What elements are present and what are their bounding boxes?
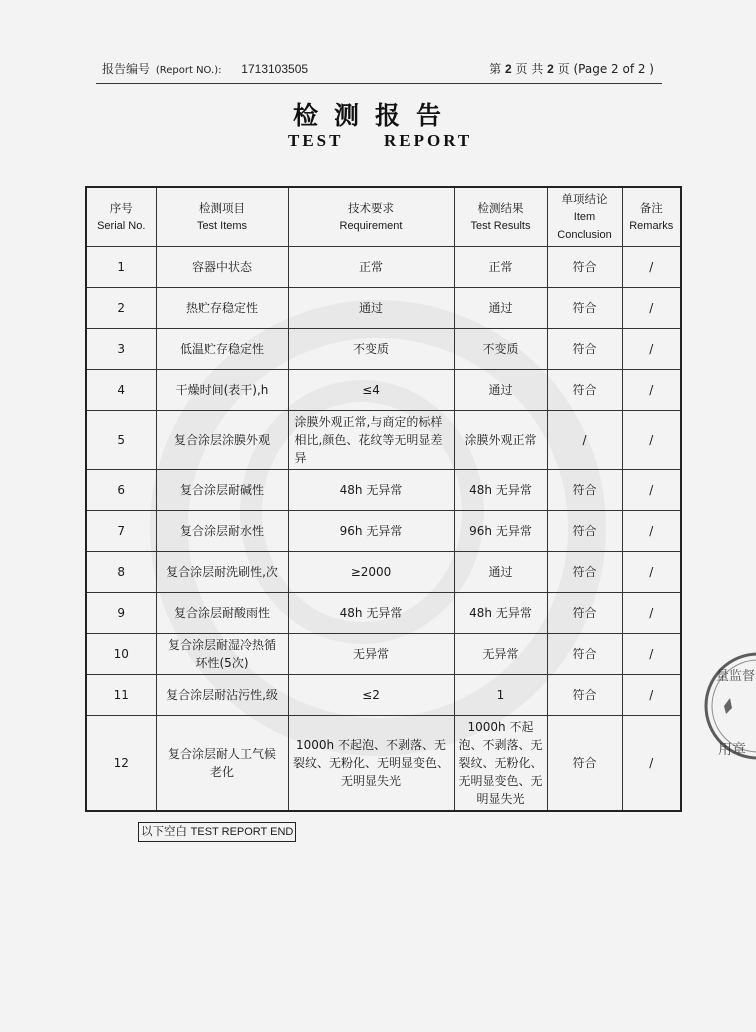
- page-prefix: 第: [489, 62, 502, 76]
- cell-conclusion: 符合: [547, 552, 622, 593]
- title-en-word-report: REPORT: [384, 131, 473, 150]
- header-serial-no: 序号 Serial No.: [86, 187, 156, 247]
- table-header-row: [86, 187, 681, 247]
- cell-conclusion: 符合: [547, 593, 622, 634]
- cell-test-item: 复合涂层耐湿冷热循环性(5次): [156, 634, 288, 675]
- cell-test-item: 复合涂层耐酸雨性: [156, 593, 288, 634]
- end-note-cn: 以下空白: [141, 824, 187, 838]
- cell-conclusion: 符合: [547, 370, 622, 411]
- header-remarks: 备注 Remarks: [622, 187, 681, 247]
- cell-requirement: 48h 无异常: [288, 593, 454, 634]
- table-row: [86, 716, 681, 812]
- cell-test-item: 容器中状态: [156, 247, 288, 288]
- header-test-results: 检测结果 Test Results: [454, 187, 547, 247]
- cell-remark: /: [622, 552, 681, 593]
- cell-test-item: 热贮存稳定性: [156, 288, 288, 329]
- cell-serial-no: 10: [86, 634, 156, 675]
- report-number-value: 1713103505: [241, 62, 309, 76]
- cell-remark: /: [622, 411, 681, 470]
- cell-requirement: 正常: [288, 247, 454, 288]
- page-mid2: 页: [557, 62, 570, 76]
- table-row: [86, 247, 681, 288]
- cell-result: 涂膜外观正常: [454, 411, 547, 470]
- cell-serial-no: 1: [86, 247, 156, 288]
- cell-conclusion: 符合: [547, 675, 622, 716]
- cell-remark: /: [622, 370, 681, 411]
- table-row: [86, 411, 681, 470]
- cell-requirement: ≥2000: [288, 552, 454, 593]
- cell-result: 96h 无异常: [454, 511, 547, 552]
- report-number-label-cn: 报告编号: [102, 62, 151, 76]
- cell-serial-no: 4: [86, 370, 156, 411]
- header-item-conclusion: 单项结论 Item Conclusion: [547, 187, 622, 247]
- header-test-items: 检测项目 Test Items: [156, 187, 288, 247]
- cell-serial-no: 2: [86, 288, 156, 329]
- cell-test-item: 干燥时间(表干),h: [156, 370, 288, 411]
- cell-requirement: 不变质: [288, 329, 454, 370]
- cell-serial-no: 9: [86, 593, 156, 634]
- cell-conclusion: 符合: [547, 329, 622, 370]
- header-requirement: 技术要求 Requirement: [288, 187, 454, 247]
- cell-conclusion: 符合: [547, 288, 622, 329]
- cell-result: 通过: [454, 370, 547, 411]
- cell-remark: /: [622, 288, 681, 329]
- cell-result: 48h 无异常: [454, 470, 547, 511]
- cell-result: 正常: [454, 247, 547, 288]
- cell-serial-no: 6: [86, 470, 156, 511]
- cell-requirement: 1000h 不起泡、不剥落、无裂纹、无粉化、无明显变色、无明显失光: [288, 716, 454, 812]
- table-row: [86, 593, 681, 634]
- cell-result: 通过: [454, 552, 547, 593]
- cell-test-item: 复合涂层涂膜外观: [156, 411, 288, 470]
- cell-test-item: 复合涂层耐碱性: [156, 470, 288, 511]
- cell-test-item: 复合涂层耐洗刷性,次: [156, 552, 288, 593]
- cell-conclusion: 符合: [547, 470, 622, 511]
- cell-serial-no: 7: [86, 511, 156, 552]
- cell-remark: /: [622, 511, 681, 552]
- table-row: [86, 675, 681, 716]
- cell-requirement: ≤4: [288, 370, 454, 411]
- header-divider: [96, 83, 662, 84]
- cell-requirement: 96h 无异常: [288, 511, 454, 552]
- report-end-note: [138, 822, 296, 842]
- page-indicator: [489, 60, 654, 77]
- page-total: 2: [547, 62, 554, 76]
- official-seal-stamp: [696, 636, 756, 776]
- cell-result: 48h 无异常: [454, 593, 547, 634]
- cell-conclusion: 符合: [547, 511, 622, 552]
- table-row: [86, 634, 681, 675]
- report-header: [96, 58, 662, 82]
- report-number-field: [102, 60, 308, 77]
- cell-requirement: 无异常: [288, 634, 454, 675]
- cell-conclusion: 符合: [547, 247, 622, 288]
- report-title-cn: 检测报告: [292, 101, 457, 130]
- cell-serial-no: 5: [86, 411, 156, 470]
- page-current: 2: [504, 62, 512, 76]
- cell-test-item: 复合涂层耐水性: [156, 511, 288, 552]
- table-row: [86, 370, 681, 411]
- table-row: [86, 329, 681, 370]
- cell-conclusion: 符合: [547, 716, 622, 812]
- cell-serial-no: 3: [86, 329, 156, 370]
- cell-serial-no: 12: [86, 716, 156, 812]
- cell-remark: /: [622, 329, 681, 370]
- cell-test-item: 低温贮存稳定性: [156, 329, 288, 370]
- table-row: [86, 470, 681, 511]
- title-en-word-test: TEST: [288, 131, 344, 150]
- cell-remark: /: [622, 675, 681, 716]
- end-note-en: TEST REPORT END: [190, 826, 294, 838]
- cell-test-item: 复合涂层耐人工气候老化: [156, 716, 288, 812]
- cell-remark: /: [622, 247, 681, 288]
- cell-serial-no: 11: [86, 675, 156, 716]
- table-row: [86, 288, 681, 329]
- table-row: [86, 511, 681, 552]
- cell-result: 通过: [454, 288, 547, 329]
- cell-requirement: 48h 无异常: [288, 470, 454, 511]
- cell-conclusion: 符合: [547, 634, 622, 675]
- cell-result: 无异常: [454, 634, 547, 675]
- page-english: (Page 2 of 2 ): [573, 62, 654, 76]
- report-number-label-en: (Report NO.):: [155, 65, 222, 76]
- table-row: [86, 552, 681, 593]
- cell-conclusion: /: [547, 411, 622, 470]
- page-mid1: 页 共: [515, 62, 544, 76]
- cell-result: 不变质: [454, 329, 547, 370]
- cell-requirement: ≤2: [288, 675, 454, 716]
- cell-requirement: 涂膜外观正常,与商定的标样相比,颜色、花纹等无明显差异: [288, 411, 454, 470]
- cell-test-item: 复合涂层耐沾污性,级: [156, 675, 288, 716]
- cell-remark: /: [622, 593, 681, 634]
- cell-requirement: 通过: [288, 288, 454, 329]
- cell-remark: /: [622, 716, 681, 812]
- cell-result: 1: [454, 675, 547, 716]
- stamp-text-bottom: 用章: [718, 742, 746, 758]
- cell-serial-no: 8: [86, 552, 156, 593]
- cell-result: 1000h 不起泡、不剥落、无裂纹、无粉化、无明显变色、无明显失光: [454, 716, 547, 812]
- stamp-text-top: 量监督: [716, 669, 756, 684]
- cell-remark: /: [622, 470, 681, 511]
- star-icon: [724, 698, 732, 714]
- cell-remark: /: [622, 634, 681, 675]
- test-results-table: [85, 186, 682, 812]
